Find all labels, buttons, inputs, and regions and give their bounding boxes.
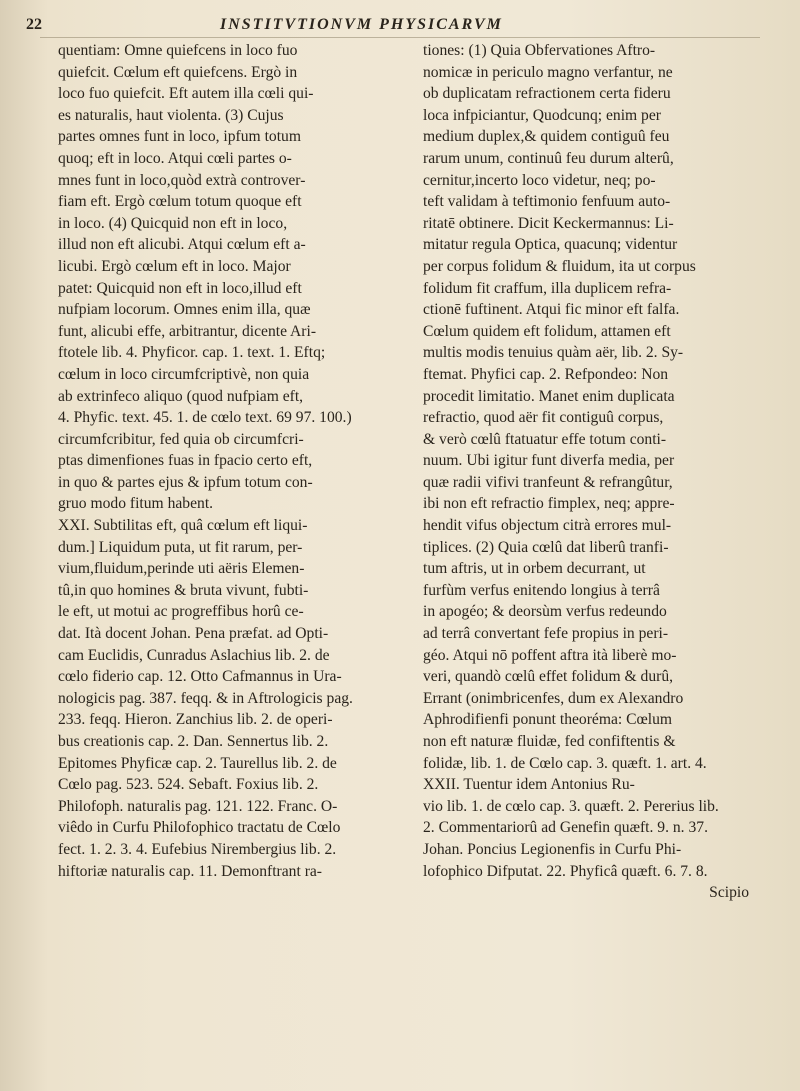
text-line: es naturalis, haut violenta. (3) Cujus [58,106,284,124]
text-line: hiftoriæ naturalis cap. 11. Demonftrant ra- [58,862,322,880]
text-line: licubi. Ergò cœlum eft in loco. Major [58,257,291,275]
text-line: vio lib. 1. de cœlo cap. 3. quæft. 2. Pererius lib. [423,797,719,815]
text-line: 233. feqq. Hieron. Zanchius lib. 2. de operi- [58,711,333,729]
text-line: non eft naturæ fluidæ, fed confiftentis & [423,733,676,750]
text-line: ab extrinfeco aliquo (quod nufpiam eft, [58,387,304,405]
text-line: quiefcit. Cœlum eft quiefcens. Ergò in [58,63,298,81]
text-line: loco fuo quiefcit. Eft autem illa cœli qui- [58,85,314,103]
text-line: loca infpiciantur, Quodcunq; enim per [423,106,661,124]
text-line: ctionē fuftinent. Atqui fic minor eft falfa. [423,301,680,319]
text-line: illud non eft alicubi. Atqui cœlum eft a- [58,236,306,254]
text-line: Cœlo pag. 523. 524. Sebaft. Foxius lib. 2. [58,776,319,794]
text-line: XXI. Subtilitas eft, quâ cœlum eft liqui- [58,517,308,535]
text-line: tiplices. (2) Quia cœlû dat liberû tranfi- [423,538,669,556]
text-line: fiam eft. Ergò cœlum totum quoque eft [58,193,302,211]
catchword: Scipio [709,884,749,902]
text-line: géo. Atqui nō poffent aftra ità liberè mo- [423,646,677,664]
text-line: ptas dimenfiones fuas in fpacio certo eft, [58,452,313,470]
text-line: folidum fit craffum, illa duplicem refra- [423,279,672,297]
text-line: dat. Ità docent Johan. Pena præfat. ad Opti- [58,625,329,643]
text-line: & verò cœlû ftatuatur effe totum conti- [423,430,667,448]
text-line: dum.] Liquidum puta, ut fit rarum, per- [58,538,303,556]
text-line: ftotele lib. 4. Phyficor. cap. 1. text. 1. Eftq; [58,344,326,362]
text-line: nufpiam locorum. Omnes enim illa, quæ [58,301,311,319]
text-line: ob duplicatam refractionem certa fideru [423,85,671,103]
text-line: multis modis tenuius quàm aër, lib. 2. Sy- [423,344,684,362]
text-line: gruo modo fitum habent. [58,495,214,513]
text-line: ritatē obtinere. Dicit Keckermannus: Li- [423,214,674,232]
left-text-column [58,40,408,882]
text-line: cœlo fiderio cap. 12. Otto Cafmannus in Ura- [58,668,342,686]
text-line: Philofoph. naturalis pag. 121. 122. Franc. O- [58,797,338,815]
text-line: ibi non eft refractio fimplex, neq; appre- [423,495,675,513]
text-line: bus creationis cap. 2. Dan. Sennertus lib. 2. [58,733,329,750]
text-line: mnes funt in loco,quòd extrà controver- [58,171,306,189]
text-line: nomicæ in periculo magno verfantur, ne [423,63,673,81]
text-line: Aphrodifienfi ponunt theoréma: Cœlum [423,711,673,729]
text-line: le eft, ut motui ac progreffibus horû ce- [58,603,304,621]
running-head: INSTITVTIONVM PHYSICARVM [220,16,503,33]
text-line: tum aftris, ut in orbem decurrant, ut [423,560,646,578]
text-line: ad terrâ convertant fefe propius in peri- [423,625,669,643]
text-line: viêdo in Curfu Philofophico tractatu de Cœlo [58,819,341,837]
text-line: Cœlum quidem eft folidum, attamen eft [423,322,671,340]
text-line: tiones: (1) Quia Obfervationes Aftro- [423,42,656,59]
text-line: medium duplex,& quidem contiguû feu [423,128,670,146]
text-line: patet: Quicquid non eft in loco,illud eft [58,279,302,297]
text-line: in loco. (4) Quicquid non eft in loco, [58,214,288,232]
text-line: teft validam à teftimonio fenfuum auto- [423,193,671,211]
text-line: ftemat. Phyfici cap. 2. Refpondeo: Non [423,365,669,383]
text-line: 2. Commentariorû ad Genefin quæft. 9. n. 37. [423,819,708,837]
text-line: cœlum in loco circumfcriptivè, non quia [58,365,310,383]
text-line: Johan. Poncius Legionenfis in Curfu Phi- [423,840,682,858]
text-line: quentiam: Omne quiefcens in loco fuo [58,42,298,59]
text-line: quoq; eft in loco. Atqui cœli partes o- [58,149,292,167]
text-line: fect. 1. 2. 3. 4. Eufebius Nirembergius lib. 2. [58,840,337,858]
text-line: nuum. Ubi igitur funt diverfa media, per [423,452,675,470]
text-line: mitatur regula Optica, quacunq; videntur [423,236,678,254]
text-line: circumfcribitur, fed quia ob circumfcri- [58,430,304,448]
text-line: cam Euclidis, Cunradus Aslachius lib. 2. de [58,646,330,664]
text-line: 4. Phyfic. text. 45. 1. de cœlo text. 69 97. 100.) [58,409,352,427]
text-line: procedit limitatio. Manet enim duplicata [423,387,675,405]
text-line: nologicis pag. 387. feqq. & in Aftrologicis pag. [58,689,353,707]
text-line: tû,in quo homines & bruta vivunt, fubti- [58,581,309,599]
text-line: Epitomes Phyficæ cap. 2. Taurellus lib. 2. de [58,754,337,772]
text-line: partes omnes funt in loco, ipfum totum [58,128,301,146]
text-line: furfùm verfus enitendo longius à terrâ [423,581,660,599]
text-line: veri, quandò cœlû effet folidum & durû, [423,668,674,686]
right-text-column [423,40,773,904]
text-line: XXII. Tuentur idem Antonius Ru- [423,776,635,794]
text-line: cernitur,incerto loco videtur, neq; po- [423,171,656,189]
text-line: hendit vifus objectum citrà errores mul- [423,517,672,535]
text-line: folidæ, lib. 1. de Cœlo cap. 3. quæft. 1. art. 4. [423,754,707,772]
text-line: per corpus folidum & fluidum, ita ut corpus [423,257,696,275]
header-rule [40,37,760,38]
text-line: in quo & partes ejus & ipfum totum con- [58,473,313,491]
text-line: quæ radii vifivi tranfeunt & refrangûtur, [423,473,673,491]
text-line: funt, alicubi effe, arbitrantur, dicente Ari- [58,322,317,340]
text-line: rarum unum, continuû feu durum alterû, [423,149,674,167]
text-line: in apogéo; & deorsùm verfus redeundo [423,603,667,621]
text-line: refractio, quod aër fit contiguû corpus, [423,409,664,427]
text-line: lofophico Difputat. 22. Phyficâ quæft. 6. 7. 8. [423,862,708,880]
page-number: 22 [26,16,42,33]
text-line: Errant (onimbricenfes, dum ex Alexandro [423,689,684,707]
text-line: vium,fluidum,perinde uti aëris Elemen- [58,560,305,578]
